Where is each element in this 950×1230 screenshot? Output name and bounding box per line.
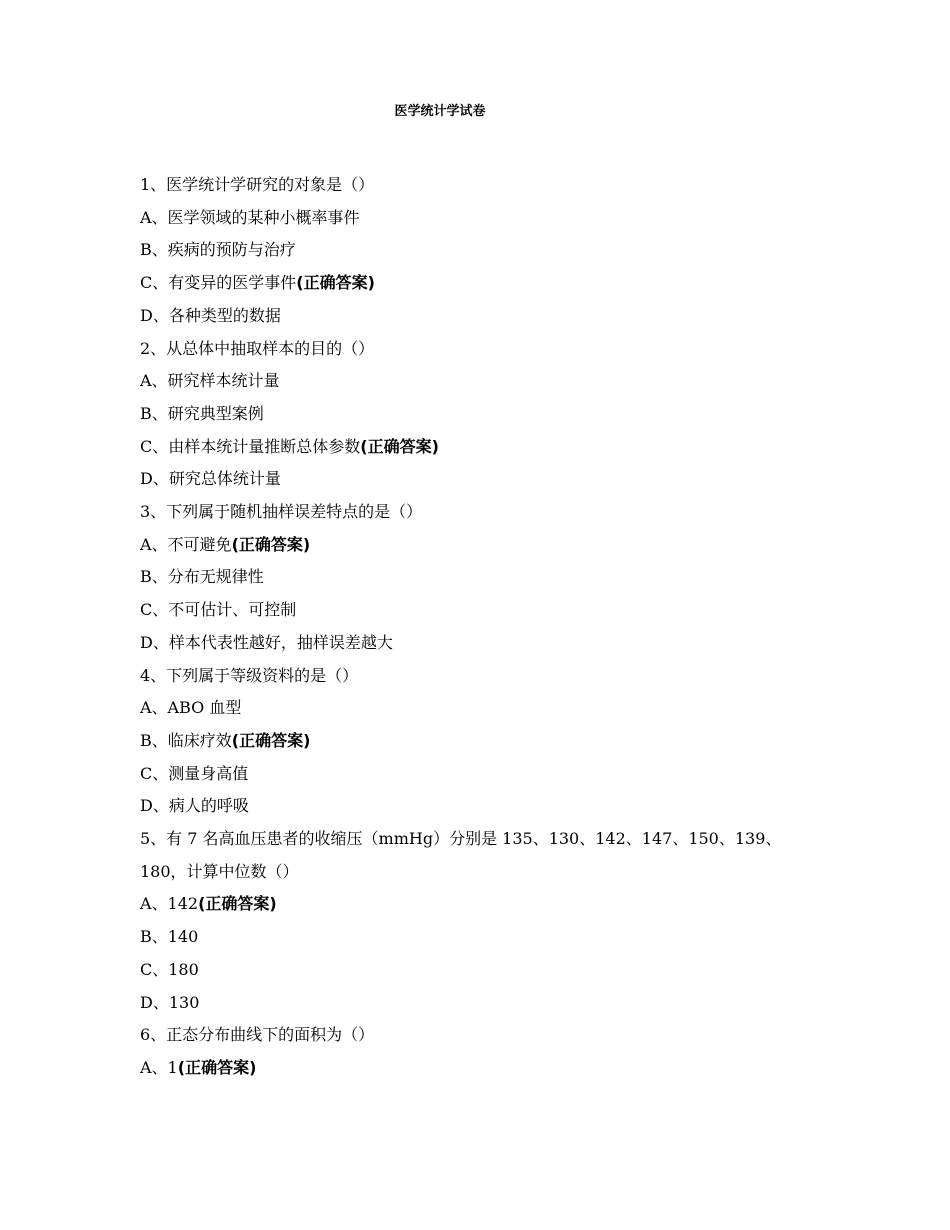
option-label: B、研究典型案例	[140, 403, 264, 423]
option-label: D、130	[140, 992, 200, 1012]
option-label: A、医学领域的某种小概率事件	[140, 207, 360, 227]
option-label: D、病人的呼吸	[140, 796, 249, 816]
correct-answer-tag: (正确答案)	[296, 273, 375, 293]
option-item	[140, 888, 820, 921]
question-label: 3、下列属于随机抽样误差特点的是（）	[140, 502, 423, 522]
option-item	[140, 627, 820, 660]
option-label: D、研究总体统计量	[140, 469, 281, 489]
option-item	[140, 954, 820, 987]
option-item	[140, 202, 820, 235]
option-label: C、测量身高值	[140, 763, 249, 783]
option-item	[140, 987, 820, 1020]
option-label: B、临床疗效	[140, 730, 232, 750]
option-label: C、不可估计、可控制	[140, 600, 297, 620]
question-text	[140, 169, 820, 202]
question-label: 5、有 7 名高血压患者的收缩压（mmHg）分别是 135、130、142、147、150、139、180，计算中位数（）	[140, 829, 782, 881]
correct-answer-tag: (正确答案)	[198, 894, 277, 914]
option-item	[140, 921, 820, 954]
option-label: C、180	[140, 959, 199, 979]
correct-answer-tag: (正确答案)	[360, 436, 439, 456]
option-item	[140, 529, 820, 562]
question-label: 4、下列属于等级资料的是（）	[140, 665, 359, 685]
option-item	[140, 725, 820, 758]
option-label: C、有变异的医学事件	[140, 273, 297, 293]
option-item	[140, 300, 820, 333]
option-label: A、研究样本统计量	[140, 371, 280, 391]
option-item	[140, 234, 820, 267]
option-item	[140, 267, 820, 300]
question-text	[140, 333, 820, 366]
option-label: D、各种类型的数据	[140, 305, 281, 325]
option-item	[140, 790, 820, 823]
option-item	[140, 692, 820, 725]
question-label: 6、正态分布曲线下的面积为（）	[140, 1025, 375, 1045]
question-text	[140, 1019, 820, 1052]
question-label: 2、从总体中抽取样本的目的（）	[140, 338, 375, 358]
option-item	[140, 594, 820, 627]
option-item	[140, 1052, 820, 1085]
option-item	[140, 561, 820, 594]
option-item	[140, 398, 820, 431]
option-label: A、不可避免	[140, 534, 232, 554]
page-title: 医学统计学试卷	[394, 104, 486, 119]
option-label: A、1	[140, 1057, 178, 1077]
option-item	[140, 758, 820, 791]
question-list	[140, 169, 820, 1085]
question-text	[140, 660, 820, 693]
option-label: B、分布无规律性	[140, 567, 264, 587]
correct-answer-tag: (正确答案)	[231, 730, 311, 750]
option-label: D、样本代表性越好，抽样误差越大	[140, 632, 393, 652]
option-label: B、疾病的预防与治疗	[140, 240, 296, 260]
option-item	[140, 463, 820, 496]
question-text	[140, 823, 820, 888]
option-item	[140, 365, 820, 398]
question-text	[140, 496, 820, 529]
option-label: A、ABO 血型	[140, 698, 242, 718]
option-label: C、由样本统计量推断总体参数	[140, 436, 361, 456]
option-label: B、140	[140, 927, 199, 947]
option-item	[140, 431, 820, 464]
correct-answer-tag: (正确答案)	[177, 1057, 257, 1077]
question-label: 1、医学统计学研究的对象是（）	[140, 175, 375, 194]
correct-answer-tag: (正确答案)	[231, 534, 311, 554]
option-label: A、142	[140, 894, 199, 914]
